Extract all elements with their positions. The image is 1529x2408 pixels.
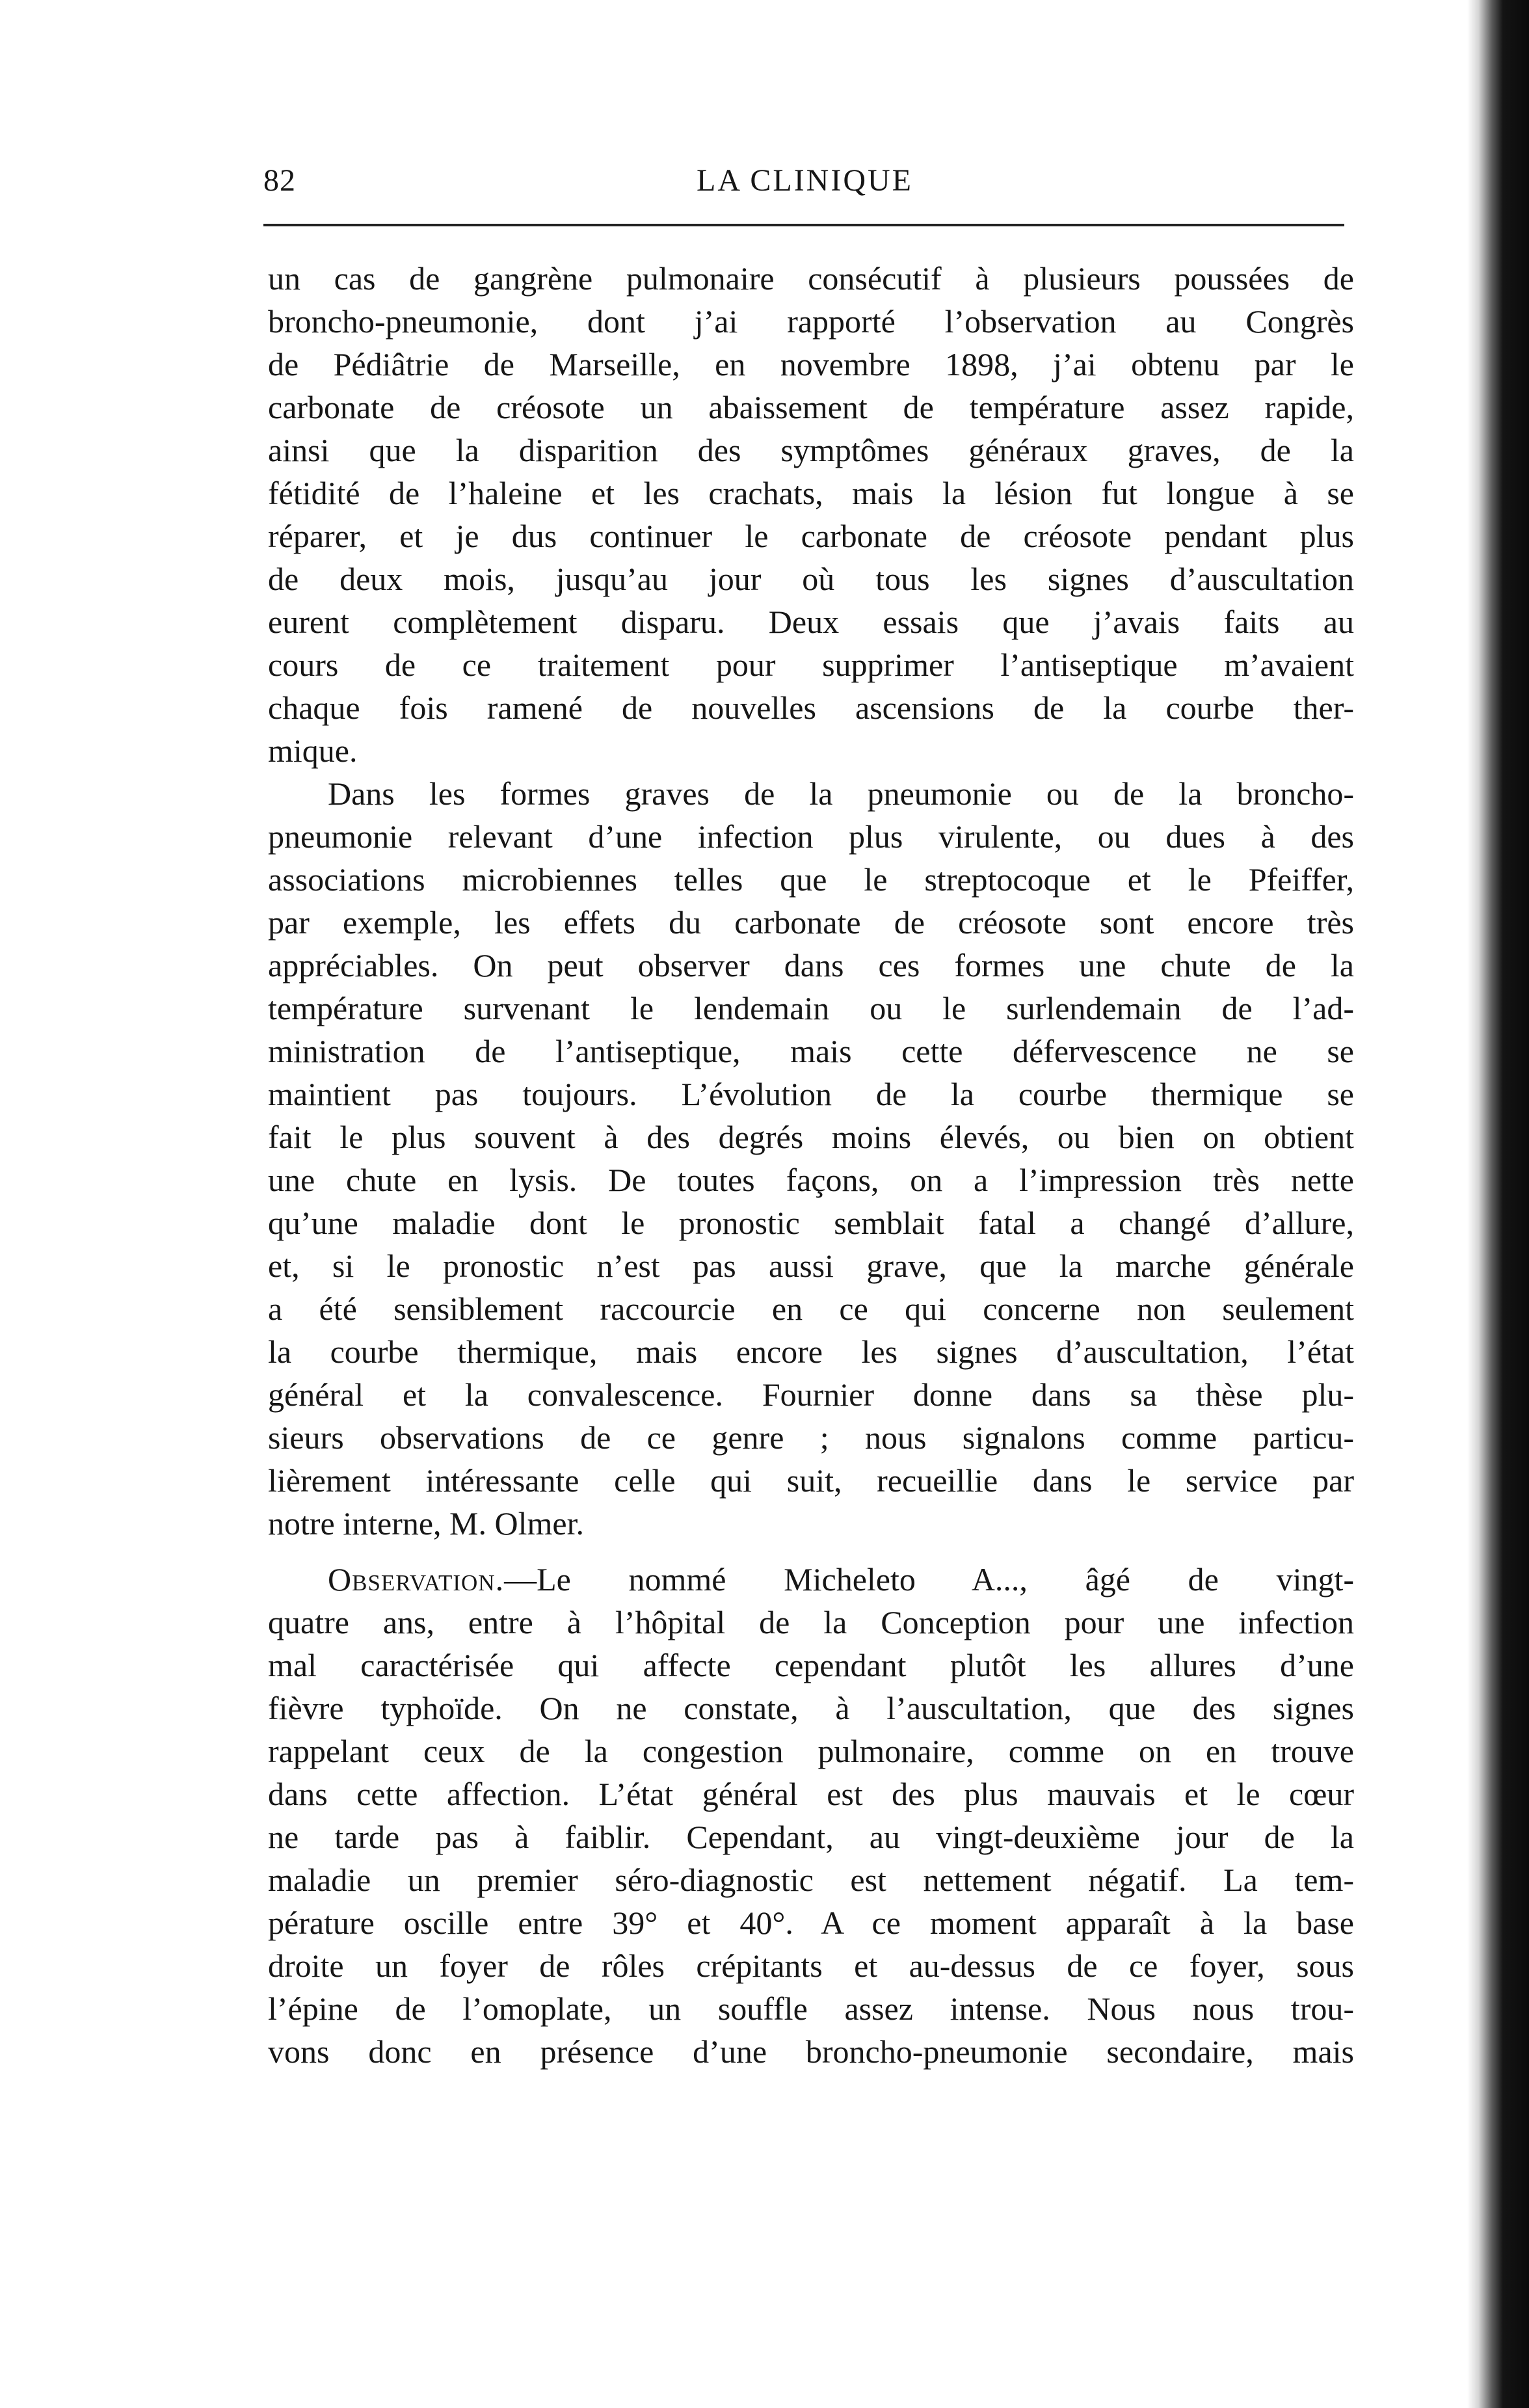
text-line: fétidité de l’haleine et les crachats, mais la lésion fut longue à se — [268, 475, 1354, 511]
text-line: fait le plus souvent à des degrés moins élevés, ou bien on obtient — [268, 1119, 1354, 1155]
text-line: une chute en lysis. De toutes façons, on a l’impression très nette — [268, 1162, 1354, 1198]
text-line: par exemple, les effets du carbonate de créosote sont encore très — [268, 904, 1354, 941]
text-line: maintient pas toujours. L’évolution de la courbe thermique se — [268, 1076, 1354, 1112]
text-line: notre interne, M. Olmer. — [268, 1505, 584, 1542]
running-title: LA CLINIQUE — [697, 163, 913, 198]
text-line: qu’une maladie dont le pronostic semblait fatal a changé d’allure, — [268, 1205, 1354, 1241]
text-line: maladie un premier séro-diagnostic est nettement négatif. La tem- — [268, 1862, 1354, 1898]
text-line: Dans les formes graves de la pneumonie ou de la broncho- — [328, 775, 1354, 812]
text-line: appréciables. On peut observer dans ces formes une chute de la — [268, 947, 1354, 983]
text-line: mique. — [268, 732, 358, 769]
text-line: quatre ans, entre à l’hôpital de la Conception pour une infection — [268, 1604, 1354, 1640]
text-line: lièrement intéressante celle qui suit, recueillie dans le service par — [268, 1462, 1354, 1499]
text-line: droite un foyer de rôles crépitants et au-dessus de ce foyer, sous — [268, 1947, 1354, 1984]
text-line: associations microbiennes telles que le streptocoque et le Pfeiffer, — [268, 861, 1354, 898]
text-line: et, si le pronostic n’est pas aussi grave, que la marche générale — [268, 1248, 1354, 1284]
text-line: ministration de l’antiseptique, mais cette défervescence ne se — [268, 1033, 1354, 1069]
text-line: ainsi que la disparition des symptômes généraux graves, de la — [268, 432, 1354, 468]
text-line: de Pédiâtrie de Marseille, en novembre 1898, j’ai obtenu par le — [268, 346, 1354, 382]
text-line: réparer, et je dus continuer le carbonate de créosote pendant plus — [268, 518, 1354, 554]
text-line: température survenant le lendemain ou le surlendemain de l’ad- — [268, 990, 1354, 1026]
text-line: sieurs observations de ce genre ; nous signalons comme particu- — [268, 1419, 1354, 1456]
text-line: vons donc en présence d’une broncho-pneumonie secondaire, mais — [268, 2033, 1354, 2070]
text-line: l’épine de l’omoplate, un souffle assez intense. Nous nous trou- — [268, 1990, 1354, 2027]
paragraph-1 — [268, 257, 1354, 772]
text-line: de deux mois, jusqu’au jour où tous les signes d’auscultation — [268, 561, 1354, 597]
text-line: ne tarde pas à faiblir. Cependant, au vingt-deuxième jour de la — [268, 1819, 1354, 1855]
text-line: a été sensiblement raccourcie en ce qui concerne non seulement — [268, 1291, 1354, 1327]
text-line: général et la convalescence. Fournier donne dans sa thèse plu- — [268, 1376, 1354, 1413]
text-line: pneumonie relevant d’une infection plus virulente, ou dues à des — [268, 818, 1354, 855]
text-line: mal caractérisée qui affecte cependant plutôt les allures d’une — [268, 1647, 1354, 1683]
observation-first-line — [268, 1558, 1354, 1601]
text-line: eurent complètement disparu. Deux essais que j’avais faits au — [268, 604, 1354, 640]
text-line: fièvre typhoïde. On ne constate, à l’auscultation, que des signes — [268, 1690, 1354, 1726]
scan-edge-shadow — [1467, 0, 1529, 2408]
observation-label: Observation. — [328, 1561, 505, 1598]
text-line: un cas de gangrène pulmonaire consécutif à plusieurs poussées de — [268, 260, 1354, 297]
observation-first-line-text: —Le nommé Micheleto A..., âgé de vingt- — [504, 1561, 1354, 1598]
page-header — [263, 163, 1346, 208]
text-line: la courbe thermique, mais encore les signes d’auscultation, l’état — [268, 1333, 1354, 1370]
text-line: pérature oscille entre 39° et 40°. A ce moment apparaît à la base — [268, 1905, 1354, 1941]
page-number: 82 — [263, 163, 296, 198]
paragraph-2 — [268, 772, 1354, 1545]
text-line: carbonate de créosote un abaissement de température assez rapide, — [268, 389, 1354, 425]
text-line: rappelant ceux de la congestion pulmonaire, comme on en trouve — [268, 1733, 1354, 1769]
observation-paragraph — [268, 1558, 1354, 2073]
text-line: cours de ce traitement pour supprimer l’antiseptique m’avaient — [268, 647, 1354, 683]
text-line: chaque fois ramené de nouvelles ascensions de la courbe ther- — [268, 689, 1354, 726]
header-rule — [263, 224, 1344, 226]
text-line: dans cette affection. L’état général est des plus mauvais et le cœur — [268, 1776, 1354, 1812]
text-line: broncho-pneumonie, dont j’ai rapporté l’observation au Congrès — [268, 303, 1354, 340]
